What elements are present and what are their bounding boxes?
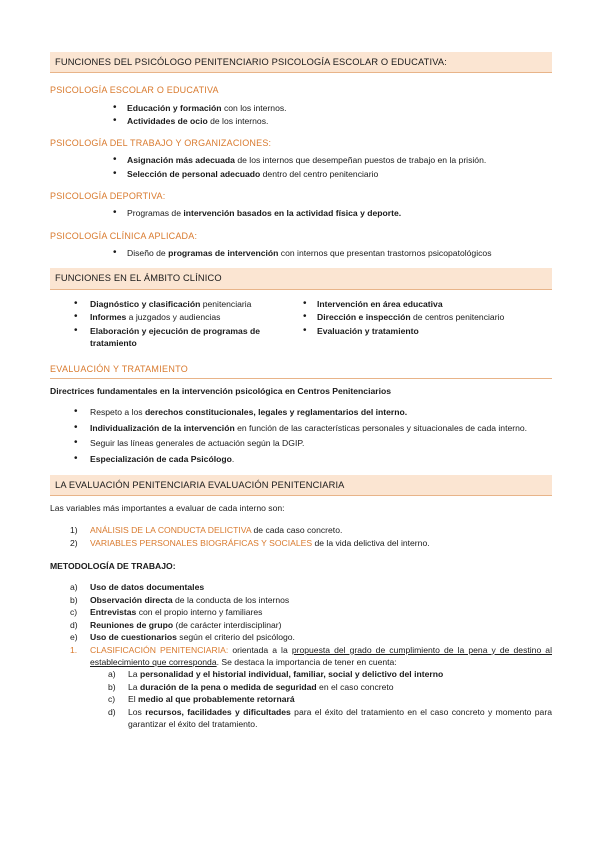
list-item: • Evaluación y tratamiento: [301, 325, 552, 337]
list-clinico-left: [50, 298, 301, 350]
list-item: • Intervención en área educativa: [301, 298, 552, 310]
clinico-right-column: [301, 294, 552, 351]
list-clinica: [50, 247, 552, 259]
list-item: a) Uso de datos documentales: [70, 582, 205, 593]
list-item: d) Reuniones de grupo (de carácter interdisciplinar): [70, 619, 282, 630]
subheading-escolar: PSICOLOGÍA ESCOLAR O EDUCATIVA: [50, 85, 219, 96]
section-header-clinico: FUNCIONES EN EL ÁMBITO CLÍNICO: [50, 268, 552, 289]
list-item: e) Uso de cuestionarios según el criterio del psicólogo.: [70, 632, 295, 643]
list-escolar: [50, 102, 552, 128]
list-item: • Diseño de programas de intervención con internos que presentan trastornos psicopatológicos: [50, 247, 552, 259]
list-variables: [50, 524, 552, 550]
list-item: • Diagnóstico y clasificación penitenciaria: [50, 298, 301, 310]
clinico-columns: [50, 294, 552, 351]
variables-intro: Las variables más importantes a evaluar de cada interno son:: [50, 503, 285, 514]
list-item: d) Los recursos, facilidades y dificultades para el éxito del tratamiento en el caso concreto y momento para garantizar el éxito del tratamiento.: [108, 706, 552, 730]
list-deportiva: [50, 207, 552, 219]
list-item: • Elaboración y ejecución de programas de tratamiento: [50, 325, 301, 350]
list-item: • Especialización de cada Psicólogo.: [50, 453, 552, 465]
subheading-clinica: PSICOLOGÍA CLÍNICA APLICADA:: [50, 230, 198, 241]
subheading-deportiva: PSICOLOGÍA DEPORTIVA:: [50, 191, 166, 202]
list-item: • Informes a juzgados y audiencias: [50, 311, 301, 323]
list-item: c) Entrevistas con el propio interno y familiares: [70, 607, 263, 618]
list-item: c) El medio al que probablemente retornará: [108, 694, 295, 705]
list-item: • Programas de intervención basados en la actividad física y deporte.: [50, 207, 552, 219]
list-clinico-right: [301, 298, 552, 337]
list-evaluacion: [50, 406, 552, 465]
section-header-funciones: FUNCIONES DEL PSICÓLOGO PENITENCIARIO PSICOLOGÍA ESCOLAR O EDUCATIVA:: [50, 52, 552, 73]
list-item: b) Observación directa de la conducta de los internos: [70, 594, 290, 605]
list-item: • Individualización de la intervención en función de las características personales y situacionales de cada interno.: [50, 422, 552, 434]
list-clasificacion: [50, 668, 552, 730]
list-item: • Seguir las líneas generales de actuación según la DGIP.: [50, 437, 552, 449]
list-item: b) La duración de la pena o medida de seguridad en el caso concreto: [108, 681, 394, 692]
list-metodologia: [50, 581, 552, 668]
list-item: • Selección de personal adecuado dentro del centro penitenciario: [50, 168, 552, 180]
list-item: a) La personalidad y el historial individual, familiar, social y delictivo del interno: [108, 669, 444, 680]
list-item: 1. CLASIFICACIÓN PENITENCIARIA: orientada a la propuesta del grado de cumplimiento de la pena y de destino al establecimiento que corresponda. Se destaca la importancia de tener en cuenta:: [70, 644, 552, 667]
section-header-evaluacion-penitenciaria: LA EVALUACIÓN PENITENCIARIA EVALUACIÓN PENITENCIARIA: [50, 475, 552, 496]
list-item: • Dirección e inspección de centros penitenciario: [301, 311, 552, 323]
list-item: • Actividades de ocio de los internos.: [50, 115, 552, 127]
list-item: • Asignación más adecuada de los internos que desempeñan puestos de trabajo en la prisión.: [50, 154, 552, 166]
evaluacion-subtitle: Directrices fundamentales en la intervención psicológica en Centros Penitenciarios: [50, 385, 391, 396]
metodologia-title: METODOLOGÍA DE TRABAJO:: [50, 560, 176, 571]
list-item: 2) VARIABLES PERSONALES BIOGRÁFICAS Y SOCIALES de la vida delictiva del interno.: [70, 538, 430, 549]
subheading-trabajo: PSICOLOGÍA DEL TRABAJO Y ORGANIZACIONES:: [50, 138, 272, 149]
subheading-evaluacion: EVALUACIÓN Y TRATAMIENTO: [50, 363, 552, 379]
clinico-left-column: [50, 294, 301, 351]
document-page: [50, 52, 552, 731]
list-item: • Respeto a los derechos constitucionales, legales y reglamentarios del interno.: [50, 406, 552, 418]
list-trabajo: [50, 154, 552, 180]
list-item: 1) ANÁLISIS DE LA CONDUCTA DELICTIVA de cada caso concreto.: [70, 524, 343, 535]
list-item: • Educación y formación con los internos.: [50, 102, 552, 114]
